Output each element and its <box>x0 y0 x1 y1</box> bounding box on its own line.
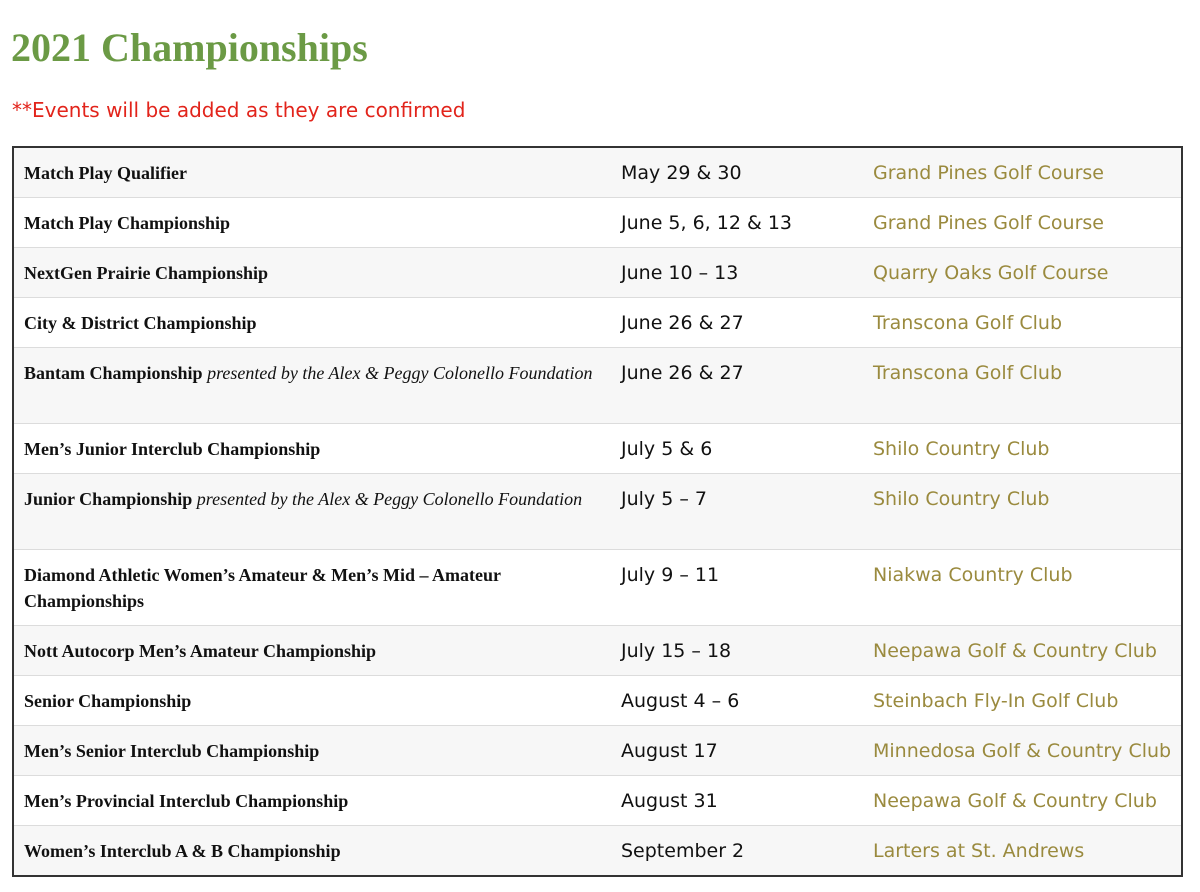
event-name: Women’s Interclub A & B Championship <box>24 841 341 861</box>
event-name-cell <box>13 248 608 298</box>
event-name: Match Play Championship <box>24 213 231 233</box>
event-name-cell <box>13 298 608 348</box>
event-name-cell <box>13 424 608 474</box>
table-row <box>13 550 1182 626</box>
event-dates: May 29 & 30 <box>621 162 742 184</box>
championships-table <box>12 146 1183 877</box>
event-venue-link[interactable]: Larters at St. Andrews <box>873 840 1085 862</box>
table-row <box>13 626 1182 676</box>
table-row <box>13 348 1182 424</box>
event-venue-link[interactable]: Grand Pines Golf Course <box>873 212 1104 234</box>
event-name: City & District Championship <box>24 313 257 333</box>
event-name-cell <box>13 147 608 198</box>
event-dates: September 2 <box>621 840 745 862</box>
event-name-cell <box>13 676 608 726</box>
event-venue-link[interactable]: Grand Pines Golf Course <box>873 162 1104 184</box>
event-name: Bantam Championship <box>24 363 203 383</box>
event-dates: June 26 & 27 <box>621 312 744 334</box>
table-row <box>13 198 1182 248</box>
event-name-cell <box>13 474 608 550</box>
event-venue-link[interactable]: Quarry Oaks Golf Course <box>873 262 1109 284</box>
event-name: Diamond Athletic Women’s Amateur & Men’s Mid – Amateur Championships <box>24 565 501 611</box>
event-dates: June 10 – 13 <box>621 262 739 284</box>
event-venue-link[interactable]: Transcona Golf Club <box>873 362 1063 384</box>
table-row <box>13 147 1182 198</box>
event-venue-link[interactable]: Transcona Golf Club <box>873 312 1063 334</box>
event-dates: June 5, 6, 12 & 13 <box>621 212 792 234</box>
page-title: 2021 Championships <box>11 25 368 70</box>
event-dates: August 17 <box>621 740 718 762</box>
table-row <box>13 424 1182 474</box>
event-name: NextGen Prairie Championship <box>24 263 269 283</box>
table-row <box>13 726 1182 776</box>
event-name: Men’s Provincial Interclub Championship <box>24 791 349 811</box>
event-name: Men’s Junior Interclub Championship <box>24 439 321 459</box>
event-name: Senior Championship <box>24 691 192 711</box>
event-name: Match Play Qualifier <box>24 163 187 183</box>
event-dates: July 9 – 11 <box>621 564 720 586</box>
event-venue-link[interactable]: Minnedosa Golf & Country Club <box>873 740 1172 762</box>
event-dates: July 5 – 7 <box>621 488 707 510</box>
event-dates: August 31 <box>621 790 718 812</box>
event-venue-link[interactable]: Neepawa Golf & Country Club <box>873 640 1157 662</box>
table-row <box>13 248 1182 298</box>
event-name-cell <box>13 726 608 776</box>
event-name: Junior Championship <box>24 489 193 509</box>
event-dates: August 4 – 6 <box>621 690 740 712</box>
event-name-cell <box>13 826 608 877</box>
event-venue-link[interactable]: Shilo Country Club <box>873 488 1050 510</box>
event-name-cell <box>13 776 608 826</box>
event-venue-link[interactable]: Steinbach Fly-In Golf Club <box>873 690 1119 712</box>
table-row <box>13 474 1182 550</box>
event-name: Nott Autocorp Men’s Amateur Championship <box>24 641 377 661</box>
event-name-cell <box>13 348 608 424</box>
event-dates: July 15 – 18 <box>621 640 732 662</box>
table-row <box>13 676 1182 726</box>
event-name: Men’s Senior Interclub Championship <box>24 741 320 761</box>
event-name-cell <box>13 550 608 626</box>
event-dates: July 5 & 6 <box>621 438 713 460</box>
table-row <box>13 826 1182 877</box>
event-dates: June 26 & 27 <box>621 362 744 384</box>
event-sponsor: presented by the Alex & Peggy Colonello Foundation <box>207 363 593 383</box>
championships-table-body <box>13 147 1182 876</box>
event-venue-link[interactable]: Neepawa Golf & Country Club <box>873 790 1157 812</box>
table-row <box>13 298 1182 348</box>
event-sponsor: presented by the Alex & Peggy Colonello Foundation <box>196 489 583 509</box>
table-row <box>13 776 1182 826</box>
notice-text: **Events will be added as they are confirmed <box>12 98 466 122</box>
event-name-cell <box>13 626 608 676</box>
event-venue-link[interactable]: Niakwa Country Club <box>873 564 1073 586</box>
event-name-cell <box>13 198 608 248</box>
event-venue-link[interactable]: Shilo Country Club <box>873 438 1050 460</box>
